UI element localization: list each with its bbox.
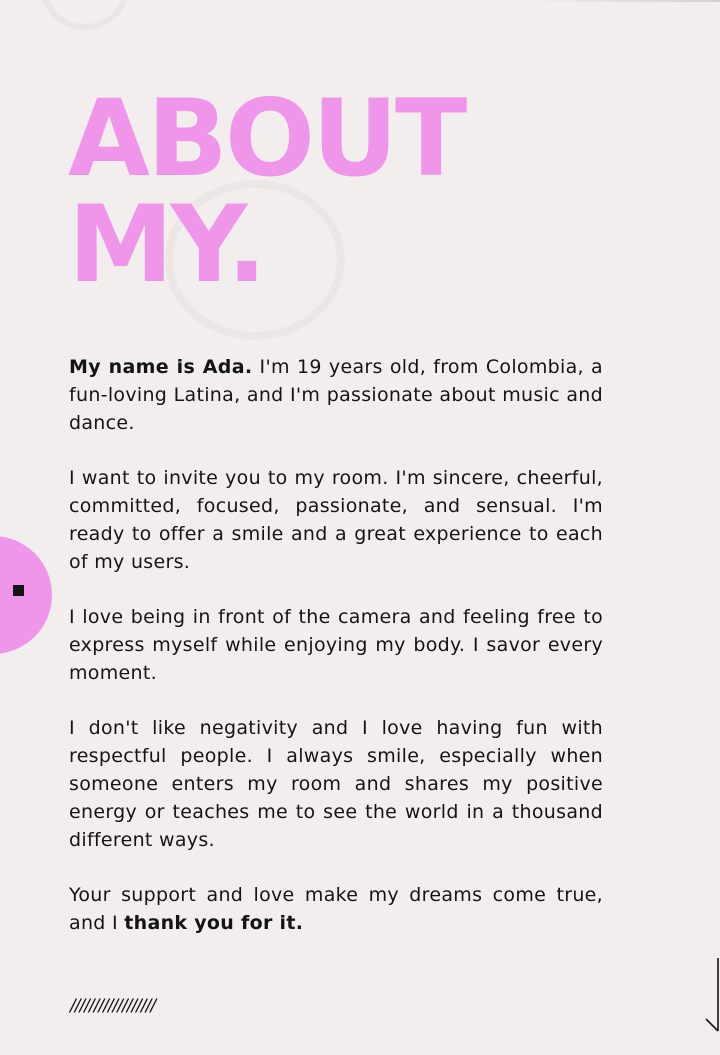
- thanks-text: Your support and love make my dreams come true, and I: [69, 884, 603, 934]
- top-divider: [520, 0, 720, 2]
- paragraph-thanks: [69, 881, 603, 937]
- paragraph-camera: I love being in front of the camera and feeling free to express myself while enjoying my body. I savor every moment.: [69, 606, 603, 684]
- decorative-circle-top: [40, 0, 130, 30]
- thanks-highlight: thank you for it.: [124, 912, 304, 934]
- paragraph-invite: I want to invite you to my room. I'm sincere, cheerful, committed, focused, passionate, and sensual. I'm ready to offer a smile and a great experience to each of my users.: [69, 467, 603, 573]
- side-pink-circle: [0, 536, 52, 654]
- arrow-down-icon: [700, 955, 720, 1035]
- intro-text: I'm 19 years old, from Colombia, a fun-loving Latina, and I'm passionate about music and dance.: [69, 356, 603, 434]
- about-text: [69, 353, 603, 964]
- square-icon: [13, 585, 24, 596]
- paragraph-personality: I don't like negativity and I love having fun with respectful people. I always smile, especially when someone enters my room and shares my positive energy or teaches me to see the world in a thousand different ways.: [69, 717, 603, 851]
- name-highlight: My name is Ada.: [69, 356, 253, 378]
- footer-slashes: //////////////////: [70, 996, 156, 1016]
- title-line-2: MY.: [68, 183, 264, 306]
- page-title: [68, 77, 465, 306]
- title-line-1: ABOUT: [68, 77, 465, 200]
- paragraph-intro: [69, 353, 603, 437]
